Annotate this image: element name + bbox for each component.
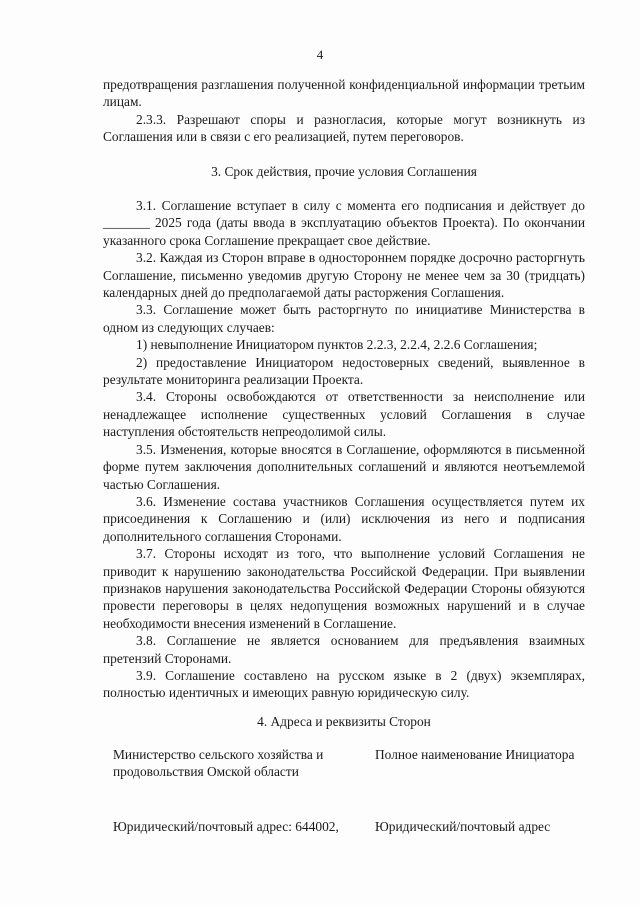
parties-addresses — [113, 818, 583, 838]
clause-3-3: 3.3. Соглашение может быть расторгнуто по инициативе Министерства в одном из следующих случаев: — [103, 302, 585, 335]
clause-3-7: 3.7. Стороны исходят из того, что выполнение условий Соглашения не приводит к нарушению законодательства Российской Федерации. При выявлении признаков нарушения законодательства Российской Федерации Стороны обязуются провести переговоры в целях недопущения возможных нарушений и в случае необходимости внесения изменений в Соглашение. — [103, 546, 585, 631]
clause-3-6: 3.6. Изменение состава участников Соглашения осуществляется путем их присоединения к Соглашению и (или) исключения из него и подписания дополнительного соглашения Сторонами. — [103, 493, 585, 544]
clause-3-8: 3.8. Соглашение не является основанием для предъявления взаимных претензий Сторонами. — [103, 633, 585, 666]
clause-3-2: 3.2. Каждая из Сторон вправе в одностороннем порядке досрочно расторгнуть Соглашение, письменно уведомив другую Сторону не менее чем за 30 (тридцать) календарных дней до предполагаемой даты расторжения Соглашения. — [103, 250, 585, 301]
party-initiator-address: Юридический/почтовый адрес — [375, 819, 551, 834]
clause-3-1: 3.1. Соглашение вступает в силу с момента его подписания и действует до _______ 2025 года (даты ввода в эксплуатацию объектов Проекта). По окончании указанного срока Соглашение прекращает свое действие. — [103, 198, 585, 248]
party-ministry-name: Министерство сельского хозяйства и продовольствия Омской области — [113, 747, 324, 780]
clause-3-3-item-2: 2) предоставление Инициатором недостоверных сведений, выявленное в результате мониторинга реализации Проекта. — [103, 354, 585, 388]
clause-3-5: 3.5. Изменения, которые вносятся в Соглашение, оформляются в письменной форме путем заключения дополнительных соглашений и являются неотъемлемой частью Соглашения. — [103, 441, 585, 492]
party-initiator-name: Полное наименование Инициатора — [375, 747, 575, 762]
clause-3-3-item-1: 1) невыполнение Инициатором пунктов 2.2.3, 2.2.4, 2.2.6 Соглашения; — [136, 337, 538, 353]
clause-2-3-3: 2.3.3. Разрешают споры и разногласия, которые могут возникнуть из Соглашения или в связи с его реализацией, путем переговоров. — [103, 111, 585, 145]
section-3-title: 3. Срок действия, прочие условия Соглашения — [211, 164, 477, 179]
clause-3-9: 3.9. Соглашение составлено на русском языке в 2 (двух) экземплярах, полностью идентичных и имеющих равную юридическую силу. — [103, 667, 585, 701]
section-4-title: 4. Адреса и реквизиты Сторон — [257, 714, 431, 729]
section-3-body — [103, 197, 585, 702]
party-ministry-address: Юридический/почтовый адрес: 644002, — [113, 819, 339, 834]
document-body — [103, 76, 585, 146]
clause-3-4: 3.4. Стороны освобождаются от ответственности за неисполнение или ненадлежащее исполнение существенных условий Соглашения в случае наступления обстоятельств непреодолимой силы. — [103, 389, 585, 440]
page-number: 4 — [316, 47, 324, 62]
parties-names — [113, 746, 583, 786]
continuation-text: предотвращения разглашения полученной конфиденциальной информации третьим лицам. — [103, 77, 585, 110]
